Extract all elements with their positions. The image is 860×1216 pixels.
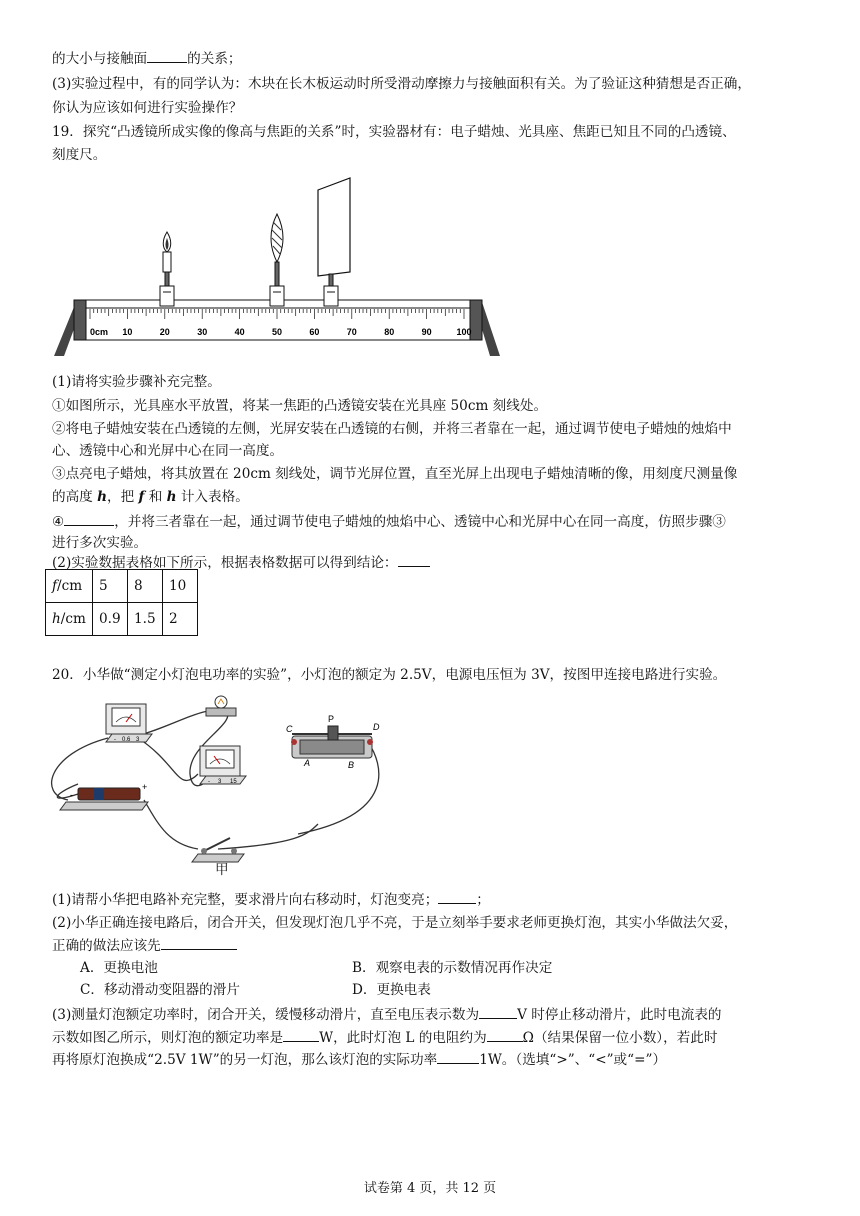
q19-title-line1: 19．探究“凸透镜所成实像的像高与焦距的关系”时，实验器材有：电子蜡烛、光具座、焦距已知且不同的凸透镜、 [52, 124, 736, 140]
svg-text:D: D [373, 722, 380, 732]
svg-text:P: P [328, 714, 335, 724]
table-cell: 2 [163, 603, 198, 636]
q19-step2-line2: 心、透镜中心和光屏中心在同一高度。 [52, 443, 284, 459]
table-cell: 0.9 [93, 603, 128, 636]
svg-text:C: C [286, 724, 293, 734]
q19-step1: ①如图所示，光具座水平放置，将某一焦距的凸透镜安装在光具座 50cm 刻线处。 [52, 398, 548, 414]
light-screen [318, 178, 350, 306]
ruler-tick-label: 20 [159, 327, 170, 337]
option-d[interactable]: D．更换电表 [352, 982, 431, 998]
answer-blank[interactable] [398, 552, 430, 567]
q19-step2-line1: ②将电子蜡烛安装在凸透镜的左侧，光屏安装在凸透镜的右侧，并将三者靠在一起，通过调节使电子蜡烛的烛焰中 [52, 421, 732, 437]
q20-part3-line3: 再将原灯泡换成“2.5V 1W”的另一灯泡，那么该灯泡的实际功率 1W。（选填“>”、“<”或“=”） [52, 1049, 666, 1070]
answer-blank[interactable] [437, 1049, 479, 1064]
ruler-tick-label: 90 [421, 327, 432, 337]
q19-step4-line1: ④ ，并将三者靠在一起，通过调节使电子蜡烛的烛焰中心、透镜中心和光屏中心在同一高度，仿照步骤③ [52, 511, 726, 532]
answer-blank[interactable] [487, 1027, 523, 1042]
data-table [45, 569, 198, 636]
sliding-rheostat [286, 714, 380, 770]
q18-line1: 的大小与接触面 的关系； [52, 48, 242, 69]
ruler-tick-label: 80 [384, 327, 395, 337]
table-header-h: h/cm [46, 603, 93, 636]
q20-part2-line1: (2)小华正确连接电路后，闭合开关，但发现灯泡几乎不亮，于是立刻举手要求老师更换灯泡，其实小华做法欠妥， [52, 915, 738, 931]
svg-text:-: - [208, 779, 210, 785]
answer-blank[interactable] [64, 511, 114, 526]
ruler-tick-label: 60 [309, 327, 320, 337]
switch [192, 838, 244, 862]
left-end-post [74, 300, 86, 340]
svg-text:-: - [70, 790, 73, 800]
svg-text:A: A [304, 758, 311, 768]
optical-bench-figure [50, 172, 510, 362]
answer-blank[interactable] [479, 1004, 517, 1019]
right-end-post [470, 300, 482, 340]
q19-part2: (2)实验数据表格如下所示，根据表格数据可以得到结论： [52, 552, 430, 573]
option-a[interactable]: A．更换电池 [80, 960, 158, 976]
figure-caption-jia: 甲 [215, 862, 229, 878]
ruler-tick-label: 40 [234, 327, 245, 337]
light-bulb [206, 696, 236, 716]
q20-title: 20．小华做“测定小灯泡电功率的实验”，小灯泡的额定为 2.5V，电源电压恒为 3V，按图甲连接电路进行实验。 [52, 667, 727, 683]
q19-step3-line2: 的高度 h，把 f 和 h 计入表格。 [52, 489, 249, 505]
svg-text:3: 3 [136, 737, 140, 743]
page-footer: 试卷第 4 页，共 12 页 [363, 1181, 497, 1196]
ruler-tick-label: 70 [346, 327, 357, 337]
convex-lens [270, 214, 284, 306]
q20-part3-line2: 示数如图乙所示，则灯泡的额定功率是 W，此时灯泡 L 的电阻约为 Ω（结果保留一位小数），若此时 [52, 1027, 717, 1048]
answer-blank[interactable] [438, 889, 476, 904]
q18-part3-line2: 你认为应该如何进行实验操作？ [52, 100, 243, 116]
q20-part3-line1: (3)测量灯泡额定功率时，闭合开关，缓慢移动滑片，直至电压表示数为 V 时停止移动滑片，此时电流表的 [52, 1004, 722, 1025]
answer-blank[interactable] [147, 48, 187, 63]
ruler-tick-label: 100 [456, 327, 472, 337]
ammeter [106, 704, 152, 743]
answer-blank[interactable] [161, 935, 237, 950]
table-cell: 1.5 [128, 603, 163, 636]
voltmeter [200, 746, 246, 785]
svg-text:3: 3 [218, 779, 222, 785]
svg-text:0.6: 0.6 [122, 737, 131, 743]
table-row [46, 570, 198, 603]
table-cell: 8 [128, 570, 163, 603]
table-cell: 10 [163, 570, 198, 603]
table-header-f: f/cm [46, 570, 93, 603]
svg-text:-: - [114, 737, 116, 743]
q18-part3-line1: (3)实验过程中，有的同学认为：木块在长木板运动时所受滑动摩擦力与接触面积有关。为了验证这种猜想是否正确， [52, 76, 751, 92]
ruler-zero-label: 0cm [90, 327, 109, 337]
electronic-candle [160, 232, 174, 306]
ruler-tick-label: 50 [271, 327, 283, 337]
circuit-figure [48, 694, 418, 884]
ruler-tick-label: 30 [197, 327, 208, 337]
svg-text:+: + [142, 782, 148, 792]
svg-text:B: B [348, 760, 355, 770]
answer-blank[interactable] [283, 1027, 319, 1042]
q20-part2-line2: 正确的做法应该先 [52, 935, 237, 956]
table-cell: 5 [93, 570, 128, 603]
q20-part1: (1)请帮小华把电路补充完整，要求滑片向右移动时，灯泡变亮； ； [52, 889, 490, 910]
option-b[interactable]: B．观察电表的示数情况再作决定 [352, 960, 553, 976]
q19-step4-line2: 进行多次实验。 [52, 535, 148, 551]
option-c[interactable]: C．移动滑动变阻器的滑片 [80, 982, 240, 998]
q19-title-line2: 刻度尺。 [52, 147, 107, 163]
svg-text:15: 15 [230, 779, 237, 785]
q19-step3-line1: ③点亮电子蜡烛，将其放置在 20cm 刻线处，调节光屏位置，直至光屏上出现电子蜡烛清晰的像，用刻度尺测量像 [52, 466, 738, 482]
table-row [46, 603, 198, 636]
ruler-tick-label: 10 [122, 327, 133, 337]
q19-part1: (1)请将实验步骤补充完整。 [52, 374, 221, 390]
